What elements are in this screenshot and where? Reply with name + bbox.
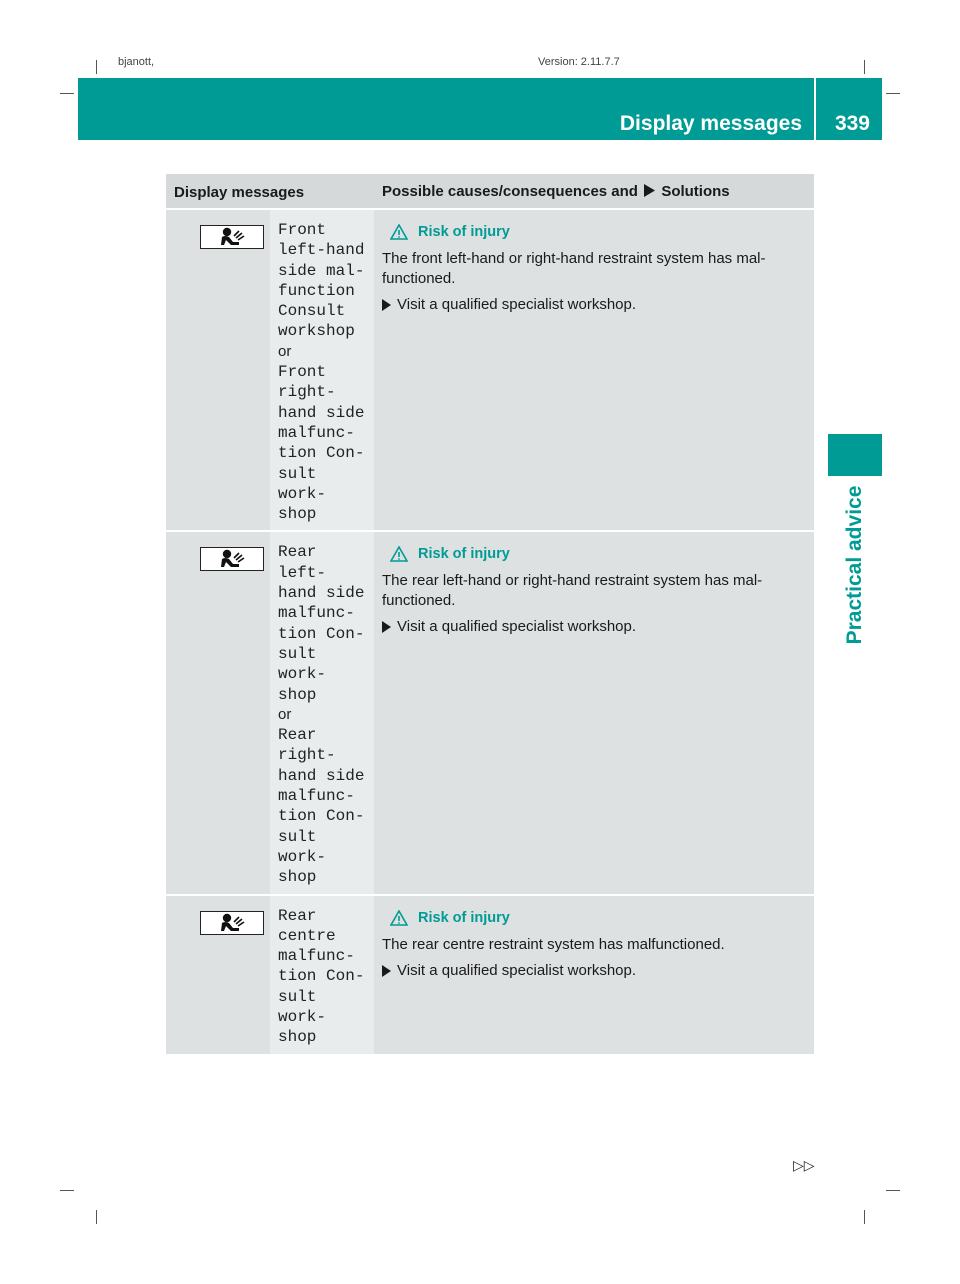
action-arrow-icon (382, 295, 391, 317)
warning-text: Risk of injury (418, 909, 510, 926)
crop-mark (60, 93, 74, 94)
crop-mark (864, 60, 865, 74)
warning-triangle-icon (390, 910, 408, 926)
crop-mark (886, 1190, 900, 1191)
message-primary: Front left-hand side mal‐ function Consult workshop (278, 221, 365, 341)
message-cell (270, 895, 374, 1054)
icon-cell (166, 209, 270, 531)
message-primary: Rear centre malfunc‐ tion Con‐ sult work‐ shop (278, 906, 365, 1047)
col-header-causes-suffix: Solutions (661, 183, 730, 200)
warning-text: Risk of injury (418, 224, 510, 240)
table-row (166, 531, 814, 894)
page-header (78, 78, 882, 140)
message-cell (270, 531, 374, 894)
table-row (166, 895, 814, 1054)
action-arrow-icon (644, 184, 655, 201)
message-or: or (278, 342, 292, 360)
print-meta-left: bjanott, (118, 56, 155, 68)
cause-text: The rear left-hand or right-hand restraint system has mal-functioned. (382, 572, 763, 610)
airbag-malfunction-icon (200, 911, 264, 935)
section-tab-marker (828, 434, 882, 476)
cause-text: The rear centre restraint system has malfunctioned. (382, 935, 725, 953)
message-alternative: Rear right- hand side malfunc‐ tion Con‐ sult work‐ shop (278, 726, 365, 887)
crop-mark (96, 60, 97, 74)
message-cell (270, 209, 374, 531)
col-header-causes (374, 174, 814, 209)
print-meta-right: Version: 2.11.7.7 (538, 56, 620, 68)
warning-line (390, 908, 806, 928)
display-message-text (270, 210, 374, 530)
instruction-step (382, 617, 806, 639)
solution-cell (374, 209, 814, 531)
display-message-text (270, 896, 374, 1054)
message-or: or (278, 705, 292, 723)
page-number: 339 (834, 112, 870, 135)
icon-cell (166, 895, 270, 1054)
airbag-malfunction-icon (200, 225, 264, 249)
crop-mark (96, 1210, 97, 1224)
continue-marker: ▷▷ (793, 1157, 815, 1173)
warning-triangle-icon (390, 546, 408, 562)
cause-text: The front left-hand or right-hand restraint system has mal-functioned. (382, 250, 766, 287)
airbag-malfunction-icon (200, 547, 264, 571)
action-arrow-icon (382, 617, 391, 639)
icon-cell (166, 531, 270, 894)
instruction-step (382, 295, 806, 317)
message-alternative: Front right- hand side malfunc‐ tion Con‐ sult work‐ shop (278, 363, 365, 524)
action-text: Visit a qualified specialist workshop. (397, 296, 637, 313)
warning-line (390, 544, 806, 564)
action-text: Visit a qualified specialist workshop. (397, 618, 637, 636)
display-messages-table (166, 174, 814, 1054)
solution-cell (374, 531, 814, 894)
instruction-step (382, 961, 806, 983)
col-header-causes-prefix: Possible causes/consequences and (382, 183, 638, 200)
col-header-display: Display messages (166, 174, 374, 209)
page-title: Display messages (619, 112, 802, 135)
crop-mark (886, 93, 900, 94)
header-divider (814, 78, 816, 140)
warning-triangle-icon (390, 224, 408, 240)
section-tab-label: Practical advice (843, 485, 866, 645)
crop-mark (864, 1210, 865, 1224)
message-primary: Rear left- hand side malfunc‐ tion Con‐ sult work‐ shop (278, 543, 365, 704)
table-row (166, 209, 814, 531)
warning-text: Risk of injury (418, 546, 510, 563)
action-text: Visit a qualified specialist workshop. (397, 961, 637, 979)
warning-line (390, 222, 806, 242)
action-arrow-icon (382, 961, 391, 983)
display-message-text (270, 532, 374, 893)
crop-mark (60, 1190, 74, 1191)
solution-cell (374, 895, 814, 1054)
